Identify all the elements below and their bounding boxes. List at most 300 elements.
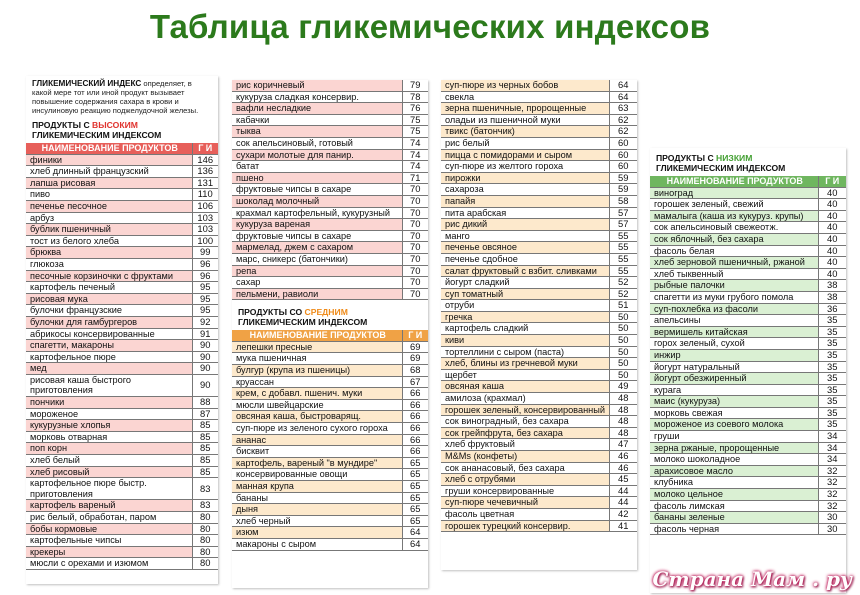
table-row — [650, 396, 846, 408]
table-row — [441, 381, 637, 393]
table-row — [26, 340, 218, 352]
gi-value: 65 — [402, 504, 428, 516]
table-row — [650, 477, 846, 489]
table-row — [26, 200, 218, 212]
gi-value: 59 — [609, 172, 637, 184]
table-row — [441, 485, 637, 497]
gi-value: 42 — [609, 508, 637, 520]
gi-value: 40 — [818, 222, 846, 234]
gi-value: 74 — [402, 149, 428, 161]
table-row — [26, 478, 218, 500]
gi-value: 40 — [818, 257, 846, 269]
gi-value: 70 — [402, 242, 428, 254]
product-name: сок ананасовый, без сахара — [441, 462, 609, 474]
table-row — [650, 315, 846, 327]
table-row — [232, 172, 428, 184]
table-row — [232, 114, 428, 126]
table-row — [441, 126, 637, 138]
table-row — [26, 189, 218, 201]
gi-value: 146 — [192, 154, 218, 166]
table-row — [441, 253, 637, 265]
product-name: сок виноградный, без сахара — [441, 416, 609, 428]
product-name: картофельное пюре быстр. приготовления — [26, 478, 192, 500]
product-name: мармелад, джем с сахаром — [232, 242, 402, 254]
product-name: вермишель китайская — [650, 326, 818, 338]
table-row — [441, 149, 637, 161]
gi-value: 38 — [818, 291, 846, 303]
gi-value: 52 — [609, 277, 637, 289]
gi-value: 74 — [402, 137, 428, 149]
table-row — [26, 500, 218, 512]
gi-value: 64 — [402, 527, 428, 539]
product-name: суп-пюре чечевичный — [441, 497, 609, 509]
product-name: сахар — [232, 277, 402, 289]
table-row — [232, 515, 428, 527]
product-name: рисовая мука — [26, 293, 192, 305]
product-name: финики — [26, 154, 192, 166]
product-name: макароны с сыром — [232, 538, 402, 550]
product-name: рыбные палочки — [650, 280, 818, 292]
gi-value: 80 — [192, 546, 218, 558]
table-row — [26, 535, 218, 547]
table-row — [441, 474, 637, 486]
gi-value: 57 — [609, 207, 637, 219]
gi-value: 79 — [402, 80, 428, 91]
product-name: картофель, вареный "в мундире" — [232, 457, 402, 469]
table-row — [650, 210, 846, 222]
gi-value: 70 — [402, 195, 428, 207]
table-row — [232, 538, 428, 550]
table-row — [650, 349, 846, 361]
gi-value: 106 — [192, 200, 218, 212]
product-name: суп-похлебка из фасоли — [650, 303, 818, 315]
table-row — [232, 365, 428, 377]
table-row — [232, 469, 428, 481]
product-name: мед — [26, 363, 192, 375]
gi-value: 67 — [402, 376, 428, 388]
gi-column-header: Г И — [818, 176, 846, 187]
product-name: консервированные овощи — [232, 469, 402, 481]
table-row — [441, 451, 637, 463]
product-name: киви — [441, 335, 609, 347]
gi-value: 35 — [818, 338, 846, 350]
product-name: клубника — [650, 477, 818, 489]
table-row — [232, 242, 428, 254]
product-name: манная крупа — [232, 481, 402, 493]
product-name: молоко шоколадное — [650, 454, 818, 466]
gi-value: 65 — [402, 457, 428, 469]
table-row — [441, 416, 637, 428]
name-column-header: НАИМЕНОВАНИЕ ПРОДУКТОВ — [650, 176, 818, 187]
gi-value: 48 — [609, 404, 637, 416]
product-name: булочки для гамбургеров — [26, 316, 192, 328]
table-row — [650, 465, 846, 477]
product-name: картофель печеный — [26, 282, 192, 294]
product-name: пончики — [26, 397, 192, 409]
gi-value: 70 — [402, 288, 428, 300]
table-row — [650, 431, 846, 443]
product-name: спагетти из муки грубого помола — [650, 291, 818, 303]
table-row — [441, 508, 637, 520]
product-name: лепешки пресные — [232, 341, 402, 353]
table-row — [650, 303, 846, 315]
table-row — [441, 265, 637, 277]
product-name: хлеб, блины из гречневой муки — [441, 358, 609, 370]
table-row — [650, 257, 846, 269]
intro-text: ГЛИКЕМИЧЕСКИЙ ИНДЕКС определяет, в какой мере тот или иной продукт вызывает повышение содержания сахара в крови и инсулиновую реакцию поджелудочной железы. — [32, 79, 199, 115]
gi-value: 70 — [402, 184, 428, 196]
product-name: батат — [232, 161, 402, 173]
table-row — [26, 431, 218, 443]
table-row — [26, 363, 218, 375]
product-name: хлеб фруктовый — [441, 439, 609, 451]
product-name: хлеб черный — [232, 515, 402, 527]
table-row — [26, 154, 218, 166]
product-name: хлеб рисовый — [26, 466, 192, 478]
gi-value: 50 — [609, 311, 637, 323]
gi-value: 44 — [609, 497, 637, 509]
table-row — [26, 420, 218, 432]
table-row — [232, 103, 428, 115]
product-name: фасоль черная — [650, 523, 818, 535]
gi-value: 55 — [609, 230, 637, 242]
product-name: кукуруза вареная — [232, 219, 402, 231]
gi-value: 32 — [818, 489, 846, 501]
column-low — [650, 148, 846, 593]
table-row — [441, 114, 637, 126]
product-name: хлеб с отрубями — [441, 474, 609, 486]
table-row — [441, 230, 637, 242]
table-row — [232, 80, 428, 91]
table-row — [650, 489, 846, 501]
gi-value: 131 — [192, 177, 218, 189]
gi-value: 30 — [818, 523, 846, 535]
gi-value: 46 — [609, 451, 637, 463]
table-row — [26, 397, 218, 409]
product-name: виноград — [650, 187, 818, 199]
gi-value: 95 — [192, 282, 218, 294]
product-name: сок грейпфрута, без сахара — [441, 427, 609, 439]
product-name: апельсины — [650, 315, 818, 327]
gi-value: 34 — [818, 454, 846, 466]
product-name: печенье овсяное — [441, 242, 609, 254]
product-name: бананы зеленые — [650, 512, 818, 524]
gi-value: 69 — [402, 353, 428, 365]
gi-value: 40 — [818, 233, 846, 245]
table-row — [232, 265, 428, 277]
product-name: рис белый — [441, 137, 609, 149]
product-name: морковь отварная — [26, 431, 192, 443]
product-name: M&Ms (конфеты) — [441, 451, 609, 463]
gi-value: 75 — [402, 114, 428, 126]
gi-value: 66 — [402, 434, 428, 446]
table-header — [232, 330, 428, 341]
table-row — [232, 230, 428, 242]
product-name: пельмени, равиоли — [232, 288, 402, 300]
product-name: инжир — [650, 349, 818, 361]
table-row — [232, 376, 428, 388]
product-name: изюм — [232, 527, 402, 539]
product-name: крахмал картофельный, кукурузный — [232, 207, 402, 219]
table-row — [26, 258, 218, 270]
gi-value: 65 — [402, 515, 428, 527]
gi-value: 57 — [609, 219, 637, 231]
low-gi-table — [650, 176, 846, 535]
table-row — [650, 233, 846, 245]
product-name: ананас — [232, 434, 402, 446]
gi-value: 90 — [192, 351, 218, 363]
product-name: фасоль лимская — [650, 500, 818, 512]
product-name: рисовая каша быстрого приготовления — [26, 374, 192, 396]
gi-column-header: Г И — [402, 330, 428, 341]
gi-value: 65 — [402, 492, 428, 504]
product-name: фасоль белая — [650, 245, 818, 257]
gi-value: 32 — [818, 465, 846, 477]
table-row — [650, 280, 846, 292]
product-name: курага — [650, 384, 818, 396]
gi-value: 35 — [818, 315, 846, 327]
product-name: мороженое из соевого молока — [650, 419, 818, 431]
gi-value: 63 — [609, 103, 637, 115]
product-name: бобы кормовые — [26, 523, 192, 535]
table-row — [26, 351, 218, 363]
product-name: амилоза (крахмал) — [441, 393, 609, 405]
product-name: спагетти, макароны — [26, 340, 192, 352]
table-row — [26, 523, 218, 535]
product-name: овсяная каша, быстроварящ. — [232, 411, 402, 423]
table-row — [26, 224, 218, 236]
product-name: шоколад молочный — [232, 195, 402, 207]
gi-value: 44 — [609, 485, 637, 497]
product-name: рис коричневый — [232, 80, 402, 91]
table-row — [232, 411, 428, 423]
product-name: мюсли швейцарские — [232, 399, 402, 411]
product-name: хлеб длинный французский — [26, 166, 192, 178]
product-name: бананы — [232, 492, 402, 504]
gi-value: 74 — [402, 161, 428, 173]
gi-value: 62 — [609, 114, 637, 126]
product-name: хлеб зерновой пшеничный, ржаной — [650, 257, 818, 269]
product-name: картофельное пюре — [26, 351, 192, 363]
table-row — [26, 293, 218, 305]
table-row — [232, 492, 428, 504]
gi-value: 60 — [609, 149, 637, 161]
gi-value: 48 — [609, 427, 637, 439]
table-header — [26, 143, 218, 154]
table-row — [26, 374, 218, 396]
table-row — [650, 384, 846, 396]
product-name: пита арабская — [441, 207, 609, 219]
product-name: дыня — [232, 504, 402, 516]
table-row — [232, 399, 428, 411]
product-name: зерна ржаные, пророщенные — [650, 442, 818, 454]
gi-value: 69 — [402, 341, 428, 353]
gi-value: 64 — [609, 80, 637, 91]
gi-value: 59 — [609, 184, 637, 196]
table-row — [232, 481, 428, 493]
product-name: лапша рисовая — [26, 177, 192, 189]
table-row — [441, 497, 637, 509]
medium-gi-table — [232, 330, 428, 550]
gi-value: 95 — [192, 293, 218, 305]
table-row — [232, 253, 428, 265]
gi-value: 55 — [609, 242, 637, 254]
gi-value: 35 — [818, 384, 846, 396]
table-row — [26, 316, 218, 328]
product-name: мамалыга (каша из кукуруз. крупы) — [650, 210, 818, 222]
table-row — [232, 341, 428, 353]
product-name: йогурт обезжиренный — [650, 373, 818, 385]
product-name: мюсли с орехами и изюмом — [26, 558, 192, 570]
product-name: песочные корзиночки с фруктами — [26, 270, 192, 282]
high-section-heading: ПРОДУКТЫ С ВЫСОКИМ ГЛИКЕМИЧЕСКИМ ИНДЕКСОМ — [32, 120, 162, 140]
product-name: суп-пюре из зеленого сухого гороха — [232, 423, 402, 435]
table-row — [441, 91, 637, 103]
product-name: йогурт натуральный — [650, 361, 818, 373]
table-row — [650, 187, 846, 199]
table-row — [26, 166, 218, 178]
product-name: фасоль цветная — [441, 508, 609, 520]
table-row — [441, 277, 637, 289]
product-name: пшено — [232, 172, 402, 184]
table-row — [441, 161, 637, 173]
product-name: груши консервированные — [441, 485, 609, 497]
gi-value: 70 — [402, 207, 428, 219]
gi-value: 64 — [402, 538, 428, 550]
table-row — [650, 407, 846, 419]
name-column-header: НАИМЕНОВАНИЕ ПРОДУКТОВ — [232, 330, 402, 341]
table-row — [650, 523, 846, 535]
table-row — [650, 361, 846, 373]
product-name: морковь свежая — [650, 407, 818, 419]
product-name: кукуруза сладкая консервир. — [232, 91, 402, 103]
gi-value: 76 — [402, 103, 428, 115]
product-name: гречка — [441, 311, 609, 323]
gi-value: 50 — [609, 335, 637, 347]
product-name: хлеб тыквенный — [650, 268, 818, 280]
product-name: пирожки — [441, 172, 609, 184]
gi-value: 65 — [402, 469, 428, 481]
gi-value: 40 — [818, 210, 846, 222]
table-row — [441, 288, 637, 300]
gi-value: 35 — [818, 349, 846, 361]
product-name: сахароза — [441, 184, 609, 196]
table-row — [232, 126, 428, 138]
table-row — [26, 558, 218, 570]
product-name: крекеры — [26, 546, 192, 558]
product-name: крем, с добавл. пшенич. муки — [232, 388, 402, 400]
table-row — [650, 442, 846, 454]
table-row — [441, 346, 637, 358]
table-row — [232, 161, 428, 173]
table-row — [232, 195, 428, 207]
table-row — [650, 500, 846, 512]
table-row — [650, 326, 846, 338]
watermark: Страна Мам . ру — [652, 567, 852, 591]
gi-column-header: Г И — [192, 143, 218, 154]
table-row — [232, 137, 428, 149]
table-row — [26, 235, 218, 247]
table-row — [441, 300, 637, 312]
page-title: Таблица гликемических индексов — [149, 8, 711, 45]
table-row — [26, 546, 218, 558]
gi-value: 47 — [609, 439, 637, 451]
gi-value: 90 — [192, 374, 218, 396]
product-name: сок апельсиновый, готовый — [232, 137, 402, 149]
product-name: рис дикий — [441, 219, 609, 231]
gi-value: 85 — [192, 455, 218, 467]
table-row — [26, 282, 218, 294]
table-row — [232, 527, 428, 539]
gi-value: 110 — [192, 189, 218, 201]
gi-value: 68 — [402, 365, 428, 377]
table-row — [441, 393, 637, 405]
gi-value: 66 — [402, 411, 428, 423]
product-name: овсяная каша — [441, 381, 609, 393]
product-name: сок апельсиновый свежеотж. — [650, 222, 818, 234]
table-row — [441, 195, 637, 207]
gi-value: 96 — [192, 270, 218, 282]
gi-value: 50 — [609, 369, 637, 381]
gi-value: 35 — [818, 361, 846, 373]
product-name: горошек зеленый, свежий — [650, 199, 818, 211]
gi-value: 30 — [818, 512, 846, 524]
name-column-header: НАИМЕНОВАНИЕ ПРОДУКТОВ — [26, 143, 192, 154]
gi-value: 91 — [192, 328, 218, 340]
gi-value: 80 — [192, 535, 218, 547]
product-name: рис белый, обработан, паром — [26, 512, 192, 524]
table-row — [650, 512, 846, 524]
gi-value: 35 — [818, 326, 846, 338]
product-name: горошек турецкий консервир. — [441, 520, 609, 532]
medium-gi-table-continued — [441, 80, 637, 532]
product-name: твикс (батончик) — [441, 126, 609, 138]
table-row — [232, 184, 428, 196]
table-row — [650, 373, 846, 385]
table-row — [232, 288, 428, 300]
gi-value: 46 — [609, 462, 637, 474]
gi-value: 83 — [192, 500, 218, 512]
gi-value: 92 — [192, 316, 218, 328]
gi-value: 64 — [609, 91, 637, 103]
table-row — [232, 219, 428, 231]
product-name: свекла — [441, 91, 609, 103]
gi-value: 136 — [192, 166, 218, 178]
gi-value: 80 — [192, 523, 218, 535]
product-name: арбуз — [26, 212, 192, 224]
product-name: булгур (крупа из пшеницы) — [232, 365, 402, 377]
gi-value: 58 — [609, 195, 637, 207]
product-name: щербет — [441, 369, 609, 381]
table-row — [441, 462, 637, 474]
product-name: йогурт сладкий — [441, 277, 609, 289]
table-row — [650, 338, 846, 350]
gi-value: 85 — [192, 431, 218, 443]
product-name: картофель вареный — [26, 500, 192, 512]
gi-value: 38 — [818, 280, 846, 292]
product-name: тыква — [232, 126, 402, 138]
gi-value: 32 — [818, 500, 846, 512]
gi-value: 50 — [609, 346, 637, 358]
gi-value: 34 — [818, 442, 846, 454]
product-name: мука пшеничная — [232, 353, 402, 365]
gi-value: 75 — [402, 126, 428, 138]
table-row — [232, 353, 428, 365]
product-name: отруби — [441, 300, 609, 312]
gi-value: 90 — [192, 363, 218, 375]
gi-value: 48 — [609, 393, 637, 405]
gi-value: 70 — [402, 265, 428, 277]
